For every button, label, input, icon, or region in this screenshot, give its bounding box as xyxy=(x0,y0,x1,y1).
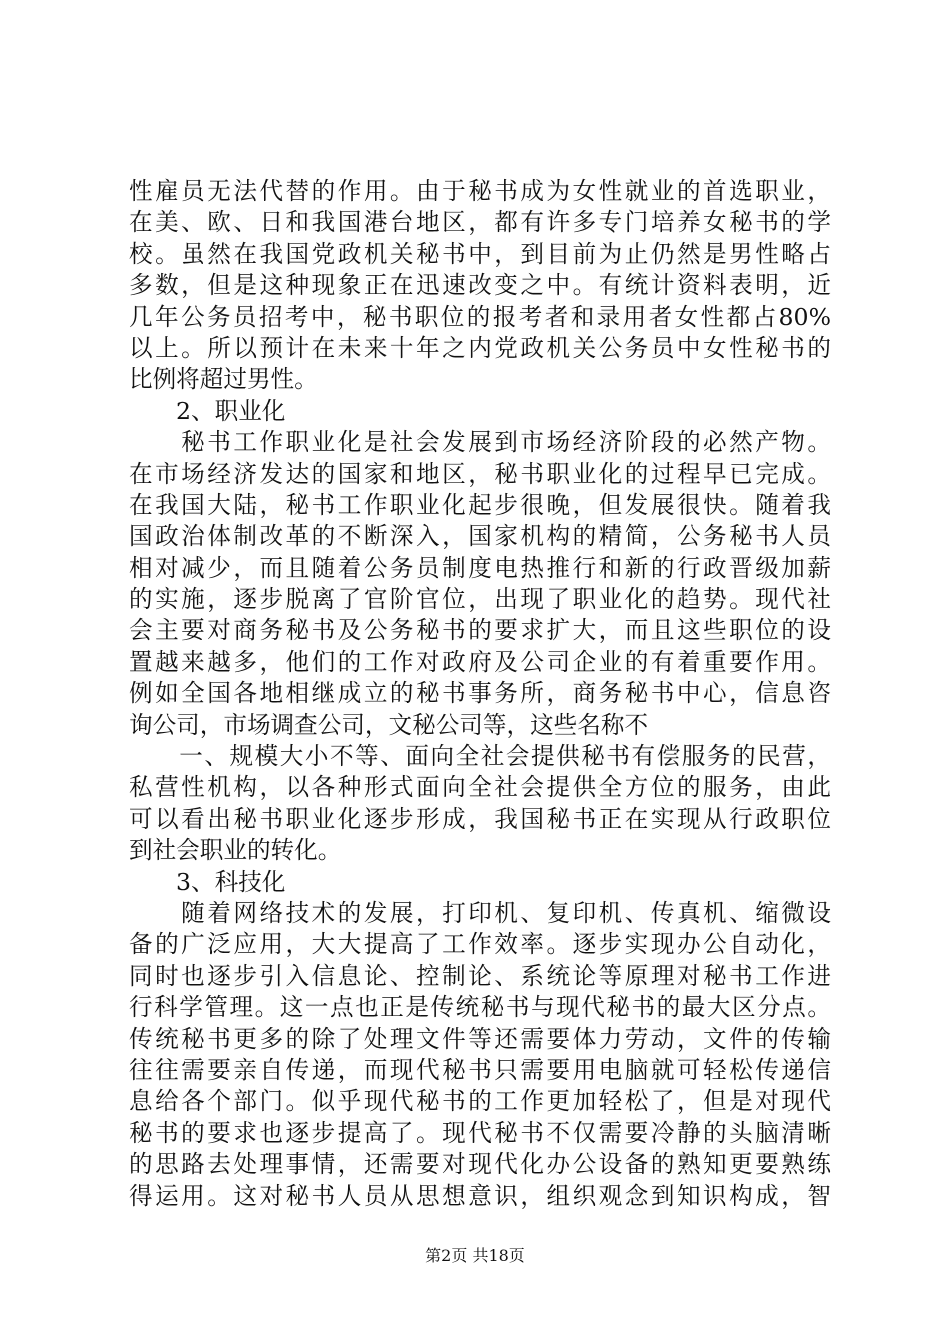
text-line: 几年公务员招考中，秘书职位的报考者和录用者女性都占80% xyxy=(129,302,831,331)
text-line: 询公司，市场调查公司，文秘公司等，这些名称不 xyxy=(129,710,649,739)
text-line: 国政治体制改革的不断深入，国家机构的精简，公务秘书人员 xyxy=(129,522,831,551)
section-heading: 3、科技化 xyxy=(176,867,286,896)
text-line: 秘书的要求也逐步提高了。现代秘书不仅需要冷静的头脑清晰 xyxy=(129,1118,831,1147)
text-line: 性雇员无法代替的作用。由于秘书成为女性就业的首选职业， xyxy=(129,177,831,205)
text-line: 可以看出秘书职业化逐步形成，我国秘书正在实现从行政职位 xyxy=(129,804,831,833)
text-line: 到社会职业的转化。 xyxy=(129,836,342,865)
text-line: 比例将超过男性。 xyxy=(129,365,318,394)
text-line: 秘书工作职业化是社会发展到市场经济阶段的必然产物。 xyxy=(129,428,831,457)
text-line: 传统秘书更多的除了处理文件等还需要体力劳动，文件的传输 xyxy=(129,1024,831,1053)
text-line: 随着网络技术的发展，打印机、复印机、传真机、缩微设 xyxy=(129,898,831,927)
text-line: 例如全国各地相继成立的秘书事务所，商务秘书中心，信息咨 xyxy=(129,679,831,708)
text-line: 同时也逐步引入信息论、控制论、系统论等原理对秘书工作进 xyxy=(129,961,831,990)
text-line: 相对减少，而且随着公务员制度电热推行和新的行政晋级加薪 xyxy=(129,553,831,582)
text-line: 在我国大陆，秘书工作职业化起步很晚，但发展很快。随着我 xyxy=(129,490,831,519)
text-line: 往往需要亲自传递，而现代秘书只需要用电脑就可轻松传递信 xyxy=(129,1055,831,1084)
text-line: 私营性机构，以各种形式面向全社会提供全方位的服务，由此 xyxy=(129,773,831,802)
text-line: 的思路去处理事情，还需要对现代化办公设备的熟知更要熟练 xyxy=(129,1150,831,1179)
page-footer: 第2页 共18页 xyxy=(425,1246,525,1265)
text-line: 在美、欧、日和我国港台地区，都有许多专门培养女秘书的学 xyxy=(129,208,831,237)
document-body xyxy=(129,176,831,1212)
section-heading: 2、职业化 xyxy=(176,396,286,425)
text-line: 得运用。这对秘书人员从思想意识，组织观念到知识构成，智 xyxy=(129,1181,831,1210)
text-line: 行科学管理。这一点也正是传统秘书与现代秘书的最大区分点。 xyxy=(129,993,831,1022)
text-line: 在市场经济发达的国家和地区，秘书职业化的过程早已完成。 xyxy=(129,459,831,488)
text-line: 息给各个部门。似乎现代秘书的工作更加轻松了，但是对现代 xyxy=(129,1087,831,1116)
text-line: 置越来越多，他们的工作对政府及公司企业的有着重要作用。 xyxy=(129,647,831,676)
text-line: 一、规模大小不等、面向全社会提供秘书有偿服务的民营， xyxy=(129,742,831,771)
text-line: 以上。所以预计在未来十年之内党政机关公务员中女性秘书的 xyxy=(129,333,831,362)
text-line: 会主要对商务秘书及公务秘书的要求扩大，而且这些职位的设 xyxy=(129,616,831,645)
text-line: 的实施，逐步脱离了官阶官位，出现了职业化的趋势。现代社 xyxy=(129,585,831,614)
text-line: 校。虽然在我国党政机关秘书中，到目前为止仍然是男性略占 xyxy=(129,239,831,268)
text-line: 多数，但是这种现象正在迅速改变之中。有统计资料表明，近 xyxy=(129,271,831,300)
text-line: 备的广泛应用，大大提高了工作效率。逐步实现办公自动化， xyxy=(129,930,831,959)
